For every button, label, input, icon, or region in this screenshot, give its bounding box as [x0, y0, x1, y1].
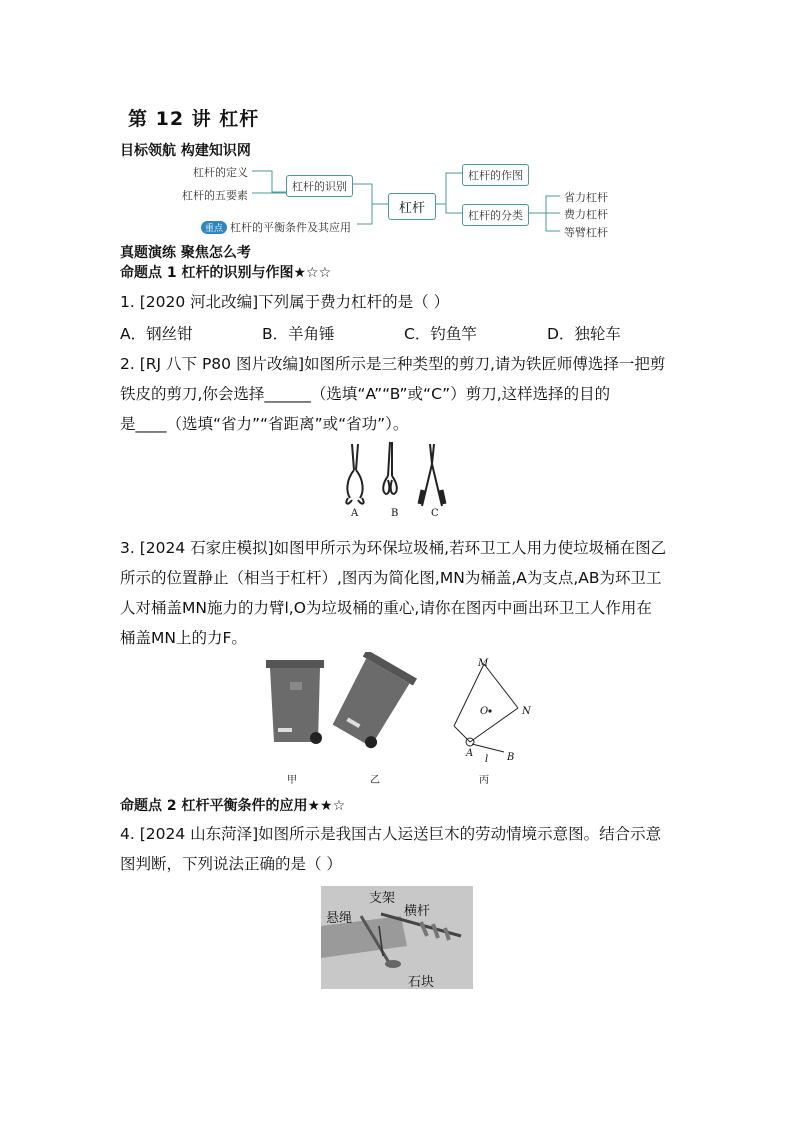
label-shikuai: 石块: [408, 975, 435, 990]
trash-bin-figures: [260, 652, 440, 752]
node-draw: 杠杆的作图: [462, 164, 529, 186]
q4-line-1: 4. [2024 山东菏泽]如图所示是我国古人运送巨木的劳动情境示意图。结合示意: [120, 825, 662, 843]
node-save-force: 省力杠杆: [564, 191, 608, 204]
topic-heading-2: 命题点 2 杠杆平衡条件的应用★★☆: [120, 798, 346, 814]
q3-line-1: 3. [2024 石家庄模拟]如图甲所示为环保垃圾桶,若环卫工人用力使垃圾桶在图乙: [120, 539, 667, 557]
node-center: 杠杆: [388, 193, 436, 220]
point-label-n: N: [522, 706, 531, 717]
section-heading-map: 目标领航 构建知识网: [120, 143, 251, 159]
point-label-a: A: [466, 748, 474, 759]
point-label-l: l: [485, 754, 489, 765]
center-of-gravity-dot: [488, 709, 491, 712]
key-badge: 重点: [201, 221, 227, 234]
section-heading-practice: 真题演练 聚焦怎么考: [120, 245, 251, 261]
node-balance-label: 杠杆的平衡条件及其应用: [230, 221, 352, 234]
q3-line-2: 所示的位置静止（相当于杠杆）,图丙为简化图,MN为桶盖,A为支点,AB为环卫工: [120, 569, 662, 587]
q3-line-3: 人对桶盖MN施力的力臂l,O为垃圾桶的重心,请你在图丙中画出环卫工人作用在: [120, 599, 652, 617]
q4-line-2: 图判断，下列说法正确的是（ ）: [120, 855, 342, 873]
q1-option-c: C．钓鱼竿: [404, 325, 477, 343]
node-classify: 杠杆的分类: [462, 204, 529, 226]
scissors-b-icon: [383, 442, 397, 494]
label-zhijia: 支架: [369, 891, 396, 906]
node-identify: 杠杆的识别: [286, 175, 353, 197]
label-xuansheng: 悬绳: [326, 911, 353, 926]
node-definition: 杠杆的定义: [193, 166, 248, 179]
q1-option-b: B．羊角锤: [262, 325, 335, 343]
simplified-lever-diagram: [448, 656, 548, 766]
scissors-label-b: B: [391, 508, 399, 519]
scissors-label-a: A: [351, 508, 359, 519]
node-five-elements: 杠杆的五要素: [182, 189, 248, 202]
q3-line-4: 桶盖MN上的力F。: [120, 629, 247, 647]
q2-line-3: 是____（选填“省力”“省距离”或“省功”）。: [120, 415, 409, 433]
point-label-o: O: [480, 706, 489, 717]
q2-line-1: 2. [RJ 八下 P80 图片改编]如图所示是三种类型的剪刀,请为铁匠师傅选择一把剪: [120, 355, 666, 373]
ancient-lever-illustration: [321, 886, 473, 989]
lid-mn: [484, 664, 518, 708]
page-title: 第 12 讲 杠杆: [128, 108, 260, 130]
lever-arm-ab: [472, 744, 504, 752]
q1-option-d: D．独轮车: [547, 325, 621, 343]
caption-bing: 丙: [479, 775, 489, 786]
trash-bin-tilted-icon: [325, 652, 417, 751]
scissors-a-icon: [346, 444, 363, 504]
scissors-label-c: C: [431, 508, 439, 519]
scissors-c-icon: [422, 444, 442, 506]
point-label-b: B: [507, 752, 515, 763]
ancient-lever-image: [321, 886, 473, 989]
node-equal-arm: 等臂杠杆: [564, 226, 608, 239]
topic-heading-1: 命题点 1 杠杆的识别与作图★☆☆: [120, 265, 332, 281]
caption-yi: 乙: [370, 775, 380, 786]
label-hengan: 横杆: [404, 904, 431, 919]
point-label-m: M: [478, 658, 489, 669]
q1-option-a: A．钢丝钳: [120, 325, 193, 343]
q1-stem: 1. [2020 河北改编]下列属于费力杠杆的是（ ）: [120, 293, 450, 311]
trash-bin-upright-icon: [266, 660, 324, 744]
node-balance: [195, 216, 357, 238]
node-cost-force: 费力杠杆: [564, 208, 608, 221]
caption-jia: 甲: [287, 775, 297, 786]
q2-line-2: 铁皮的剪刀,你会选择______（选填“A”“B”或“C”）剪刀,这样选择的目的: [120, 385, 611, 403]
